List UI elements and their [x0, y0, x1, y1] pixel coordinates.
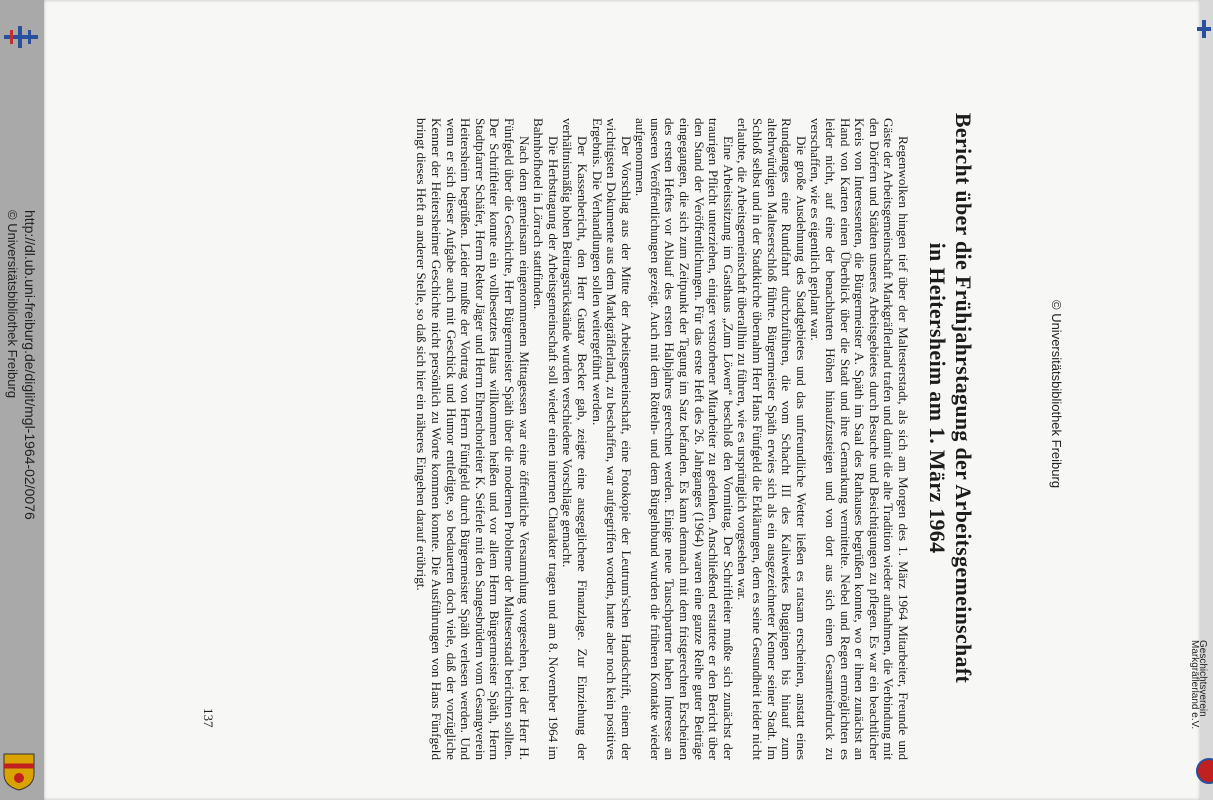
paragraph: Eine Arbeitssitzung im Gasthaus „Zum Löwen“ beschloß den Vormittag. Der Schriftleiter mußte sich zunächst der traurigen Pflicht unterziehen, einiger verstorbener Mitarbeiter zu gedenken. Anschließend erstattete er den Bericht über den Stand der Veröffentlichungen. Für das erste Heft des 26. Jahrganges (1964) waren eine ganze Reihe guter Beiträge eingegangen, die sich zum Zeitpunkt der Tagung im Satz befanden. Es kann demnach mit dem fristgerechten Erscheinen des ersten Heftes vor Ablauf des ersten Halbjahres gerechnet werden. Einige neue Tauschpartner haben Interesse an unseren Veröffentlichungen gezeigt. Auch mit dem Rötteln- und dem Bürgelnbund wurden die früheren Kontakte wieder aufgenommen. [633, 118, 736, 760]
paragraph: Die Herbsttagung der Arbeitsgemeinschaft soll wieder einen internen Charakter tragen und am 8. November 1964 im Bahnhofhotel in Lörrach stattfinden. [531, 118, 561, 760]
paragraph: Regenwolken hingen tief über der Maltesterstadt, als sich am Morgen des 1. März 1964 Mitarbeiter, Freunde und Gäste der Arbeitsgemeinschaft Markgräflerland trafen und damit die alte Tradition wieder aufnahmen, die Verbindung mit den Dörfern und Städten unseres Arbeitsgebietes durch Besuche und Besichtigungen zu pflegen. Es war ein beachtlicher Kreis von Interessenten, die Bürgermeister A. Späth im Saal des Rathauses begrüßen konnte, wo er ihnen zunächst an Hand von Karten einen Überblick über die Stadt und ihre Gemarkung vermittelte. Nebel und Regen ermöglichten es leider nicht, auf eine der benachbarten Höhen hinaufzusteigen und von dort aus sich einen Gesamteindruck zu verschaffen, wie es eigentlich geplant war. [808, 118, 911, 760]
scan-footer [5, 210, 38, 520]
library-logo-right-icon [1197, 18, 1211, 40]
article-title [924, 8, 976, 788]
article-body [414, 118, 910, 760]
paragraph: Der Kassenbericht, den Herr Gustav Becker gab, zeigte eine ausgeglichene Finanzlage. Zur Einziehung der verhältnismäßig hohen Beitragsrückstände wurden verschiedene Vorschläge gemacht. [560, 118, 590, 760]
society-name-2: Markgräflerland e.V. [1189, 640, 1200, 730]
paragraph: Der Vorschlag aus der Mitte der Arbeitsgemeinschaft, eine Fotokopie der Leutrum'schen Handschrift, einem der wichtigsten Dokumente aus dem Markgräflerland, zu beschaffen, war aufgegriffen worden, hatte aber noch kein positives Ergebnis. Die Verhandlungen sollen weitergeführt werden. [589, 118, 634, 760]
footer-url: http://dl.ub.uni-freiburg.de/diglit/mgl-1964-02/0076 [22, 210, 38, 520]
title-line-2: in Heitersheim am 1. März 1964 [925, 242, 950, 554]
page-number: 137 [201, 708, 216, 728]
document-content [201, 8, 1110, 788]
running-head: © Universitätsbibliothek Freiburg [1049, 300, 1064, 489]
title-line-1: Bericht über die Frühjahrstagung der Arbeitsgemeinschaft [951, 112, 976, 684]
footer-copyright: © Universitätsbibliothek Freiburg [5, 210, 20, 399]
coat-of-arms-right-icon [1195, 756, 1213, 786]
paragraph: Nach dem gemeinsam eingenommenen Mittagessen war eine öffentliche Versammlung vorgesehen, bei der Herr H. Fünfgeld über die Geschichte, Herr Bürgermeister Späth über die modernen Probleme der Malteserstadt berichten sollten. Der Schriftleiter konnte ein vollbesetztes Haus willkommen heißen und vor allem Herrn Bürgermeister Späth, Herrn Stadtpfarrer Schäfer, Herrn Rektor Jäger und Herrn Ehrenchorleiter K. Seiferle mit den Sangesbrüdern vom Gesangverein Heitersheim begrüßen. Leider mußte der Vortrag von Herrn Fünfgeld durch Bürgermeister Späth verlesen werden. Und wenn er sich dieser Aufgabe auch mit Geschick und Humor entledigte, so bedauerten doch viele, daß der vorzügliche Kenner der Heitersheimer Geschichte nicht persönlich zu Worte kommen konnte. Die Ausführungen von Hans Fünfgeld bringt dieses Heft an anderer Stelle, so daß sich hier ein näheres Eingehen darauf erübrigt. [414, 118, 532, 760]
society-name: Geschichtsverein [1197, 640, 1208, 717]
library-logo-icon [4, 26, 38, 48]
paragraph: Die große Ausdehnung des Stadtgebietes und das unfreundliche Wetter ließen es ratsam erscheinen, anstatt eines Rundganges eine Rundfahrt durchzuführen, die vom Schacht III des Kaliwerkes Buggingen bis hinauf zum altehrwürdigen Malteserschloß führte. Bürgermeister Späth erwies sich als ein ausgezeichneter Kenner seiner Stadt. Im Schloß selbst und in der Stadtkirche übernahm Herr Hans Fünfgeld die Erklärungen, dem es seine Gesundheit leider nicht erlaubte, die Arbeitsgemeinschaft überallhin zu führen, wie es ursprünglich vorgesehen war. [735, 118, 809, 760]
coat-of-arms-icon [2, 752, 36, 792]
